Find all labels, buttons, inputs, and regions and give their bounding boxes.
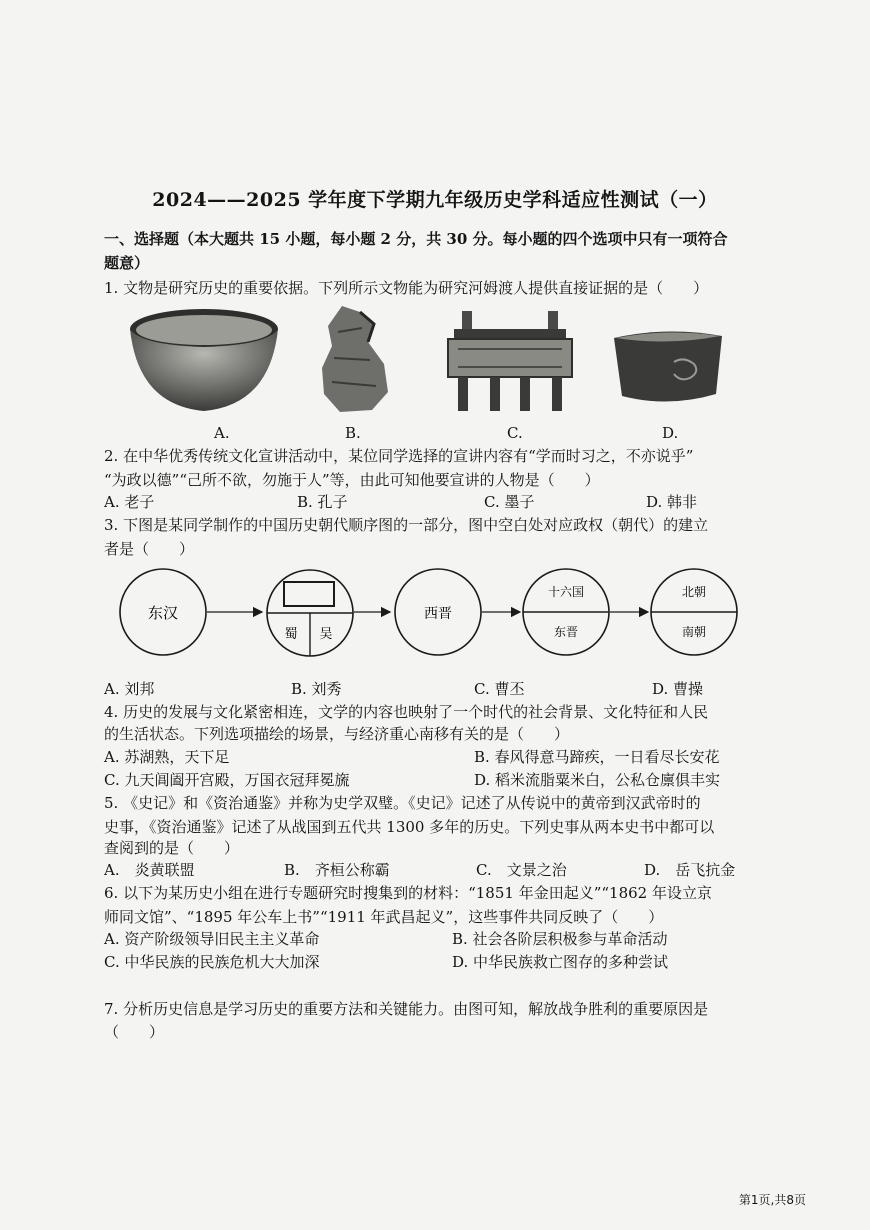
label-dongjin: 东晋 xyxy=(553,625,579,639)
q1-stem: 1. 文物是研究历史的重要依据。下列所示文物能为研究河姆渡人提供直接证据的是（ ） xyxy=(104,279,709,297)
artifact-a-bowl xyxy=(128,305,280,415)
q2-option-a: A. 老子 xyxy=(104,493,155,511)
dynasty-sequence-diagram xyxy=(110,566,770,678)
q2-line1: 2. 在中华优秀传统文化宣讲活动中，某位同学选择的宣讲内容有“学而时习之，不亦说乎” xyxy=(104,447,694,465)
q5-line2: 史事，《资治通鉴》记述了从战国到五代共 1300 多年的历史。下列史事从两本史书中都可以 xyxy=(104,818,715,836)
label-donghan: 东汉 xyxy=(147,604,179,622)
q6-option-a: A. 资产阶级领导旧民主主义革命 xyxy=(104,930,320,948)
section-heading-line1: 一、选择题（本大题共 15 小题，每小题 2 分，共 30 分。每小题的四个选项中只有一项符合 xyxy=(104,230,728,248)
q3-line1: 3. 下图是某同学制作的中国历史朝代顺序图的一部分，图中空白处对应政权（朝代）的建立 xyxy=(104,516,709,534)
q2-option-c: C. 墨子 xyxy=(484,493,535,511)
artifact-b-fragment xyxy=(318,302,392,414)
circle-sixteen-kingdoms-dongjin xyxy=(523,569,609,655)
q4-line1: 4. 历史的发展与文化紧密相连，文学的内容也映射了一个时代的社会背景、文化特征和人民 xyxy=(104,703,709,721)
label-sixteen-kingdoms: 十六国 xyxy=(547,585,585,599)
q4-option-a: A. 苏湖熟，天下足 xyxy=(104,748,230,766)
circle-xijin xyxy=(395,569,481,655)
circle-southern-northern xyxy=(651,569,737,655)
q7-line1: 7. 分析历史信息是学习历史的重要方法和关键能力。由图可知，解放战争胜利的重要原因是 xyxy=(104,1000,709,1018)
q3-option-b: B. 刘秀 xyxy=(291,680,342,698)
label-shu: 蜀 xyxy=(284,627,298,642)
q3-line2: 者是（ ） xyxy=(104,540,195,558)
page-title: 2024——2025 学年度下学期九年级历史学科适应性测试（一） xyxy=(152,189,718,211)
artifact-c-bronze-ding xyxy=(444,309,576,413)
q6-option-b: B. 社会各阶层积极参与革命活动 xyxy=(452,930,668,948)
q1-label-a: A. xyxy=(214,424,230,442)
q7-line2: （ ） xyxy=(104,1023,165,1041)
q3-option-d: D. 曹操 xyxy=(652,680,704,698)
q6-option-c: C. 中华民族的民族危机大大加深 xyxy=(104,953,320,971)
label-wu: 吴 xyxy=(319,627,333,642)
label-nanchao: 南朝 xyxy=(681,625,707,639)
label-xijin: 西晋 xyxy=(424,606,452,622)
q4-option-c: C. 九天阊阖开宫殿，万国衣冠拜冕旒 xyxy=(104,771,350,789)
q3-option-a: A. 刘邦 xyxy=(104,680,155,698)
q1-label-d: D. xyxy=(662,424,679,442)
circle-donghan xyxy=(120,569,206,655)
q5-option-a: A. 炎黄联盟 xyxy=(104,861,195,879)
circle-three-kingdoms xyxy=(267,570,353,656)
q6-line2: 师同文馆”、“1895 年公车上书”“1911 年武昌起义”，这些事件共同反映了（ ） xyxy=(104,908,664,926)
page-number: 第1页,共8页 xyxy=(738,1193,806,1207)
q5-option-c: C. 文景之治 xyxy=(476,861,567,879)
artifact-d-pottery-vessel xyxy=(612,324,724,408)
q6-option-d: D. 中华民族救亡图存的多种尝试 xyxy=(452,953,669,971)
q5-option-b: B. 齐桓公称霸 xyxy=(284,861,390,879)
q1-label-c: C. xyxy=(507,424,523,442)
q5-option-d: D. 岳飞抗金 xyxy=(644,861,736,879)
q5-line1: 5. 《史记》和《资治通鉴》并称为史学双璧。《史记》记述了从传说中的黄帝到汉武帝时的 xyxy=(104,794,701,812)
q6-line1: 6. 以下为某历史小组在进行专题研究时搜集到的材料：“1851 年金田起义”“1862 年设立京 xyxy=(104,884,712,902)
label-beichao: 北朝 xyxy=(681,585,707,599)
q2-line2: “为政以德”“己所不欲，勿施于人”等，由此可知他要宣讲的人物是（ ） xyxy=(104,471,600,489)
q5-line3: 查阅到的是（ ） xyxy=(104,839,240,857)
q4-option-d: D. 稻米流脂粟米白，公私仓廪俱丰实 xyxy=(474,771,721,789)
blank-box xyxy=(284,582,334,606)
section-heading-line2: 题意） xyxy=(104,254,150,272)
q4-option-b: B. 春风得意马蹄疾，一日看尽长安花 xyxy=(474,748,720,766)
q2-option-b: B. 孔子 xyxy=(297,493,348,511)
q1-label-b: B. xyxy=(345,424,361,442)
q3-option-c: C. 曹丕 xyxy=(474,680,525,698)
q4-line2: 的生活状态。下列选项描绘的场景，与经济重心南移有关的是（ ） xyxy=(104,725,570,743)
q2-option-d: D. 韩非 xyxy=(646,493,698,511)
